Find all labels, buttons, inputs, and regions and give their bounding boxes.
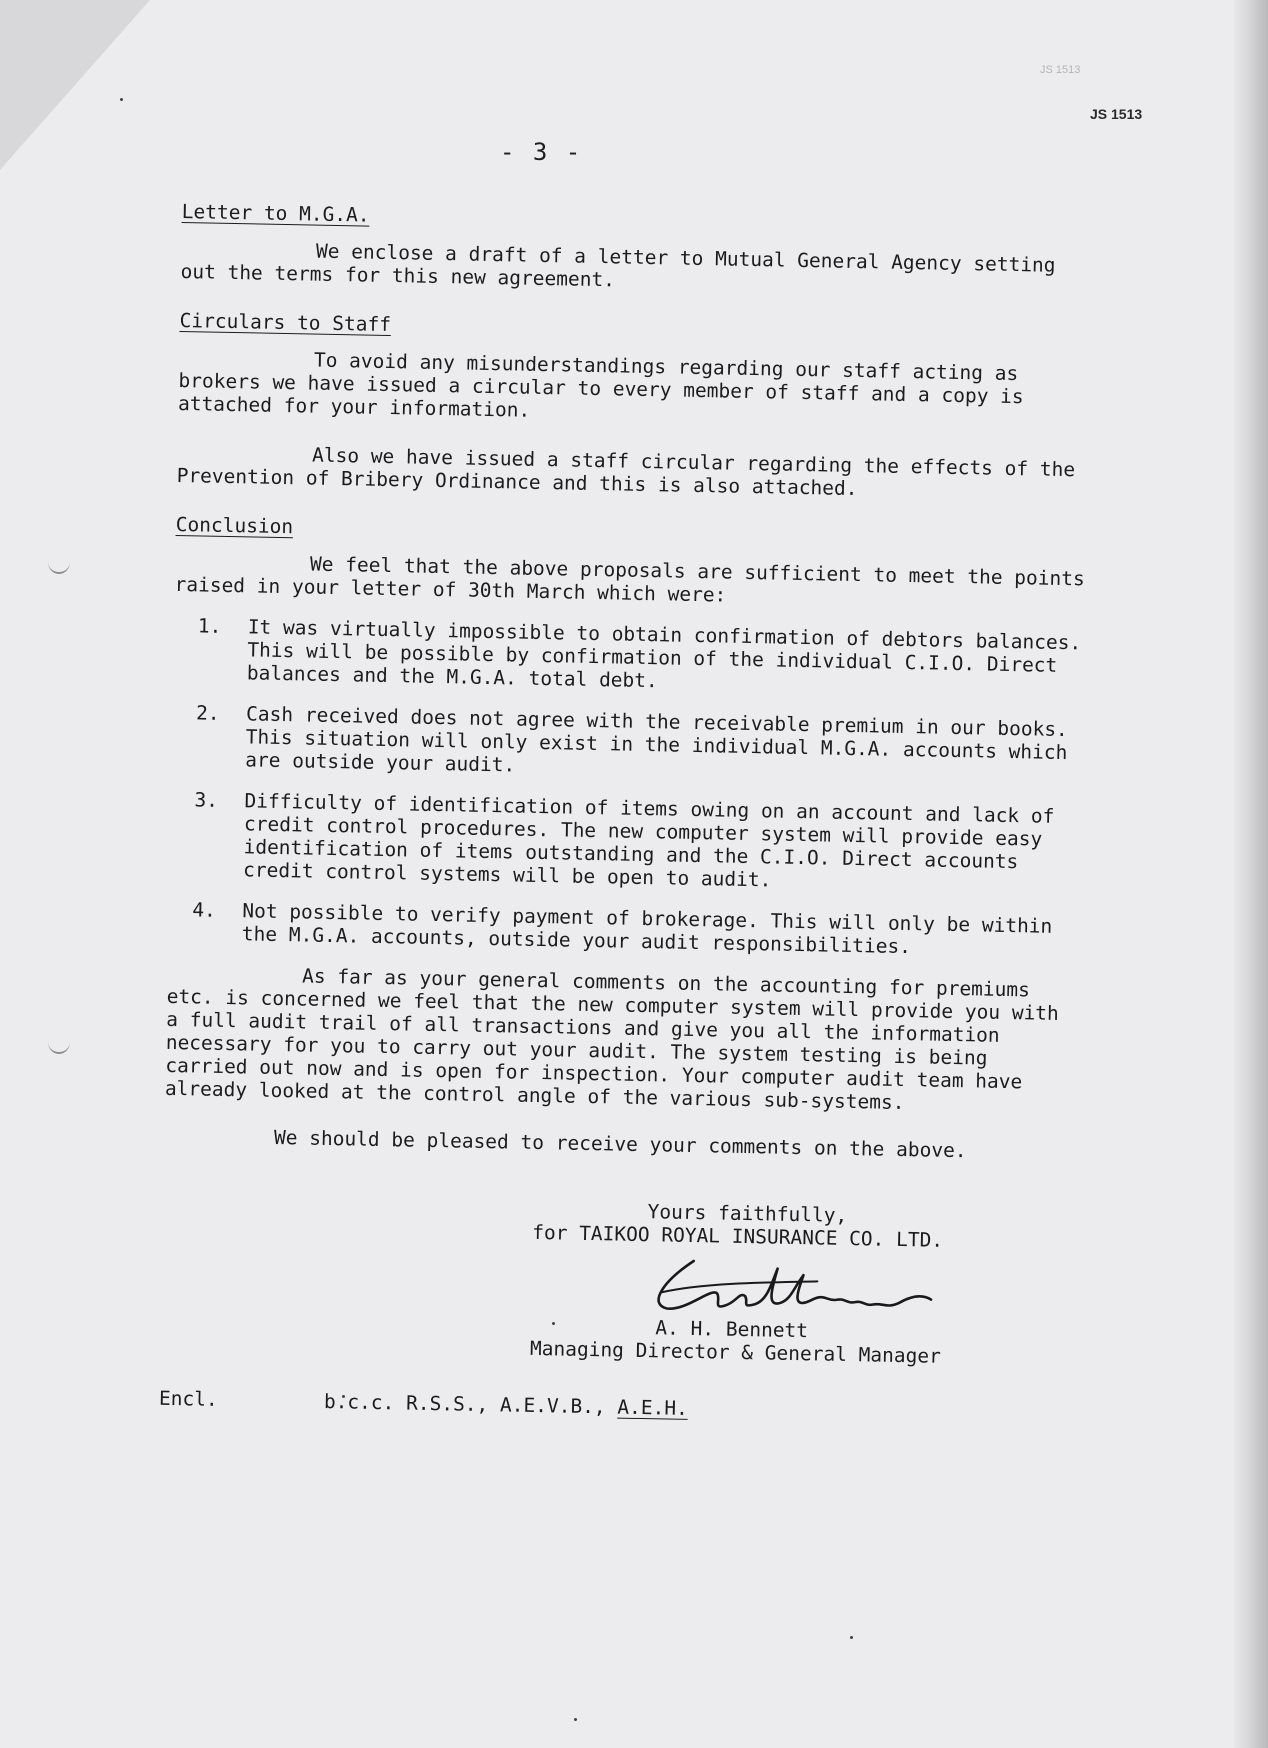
speck <box>574 1718 577 1721</box>
signatory-name: A. H. Bennett <box>655 1316 809 1343</box>
paragraph: We feel that the above proposals are sufficient to meet the points raised in your letter of 30th March which were: <box>174 552 1085 607</box>
section-circulars-to-staff <box>176 309 1089 504</box>
list-item-number: 2. <box>195 701 220 725</box>
handwritten-signature <box>641 1252 952 1322</box>
punch-hole <box>48 1030 70 1054</box>
paragraph: To avoid any misunderstandings regarding our staff acting as brokers we have issued a circular to every member of staff and a copy is attached for your information. <box>177 348 1024 422</box>
list-item <box>169 788 1081 897</box>
section-letter-to-mga <box>180 200 1091 300</box>
paragraph: Also we have issued a staff circular regarding the effects of the Prevention of Bribery Ordinance and this is also attached. <box>176 443 1076 501</box>
signatory-title: Managing Director & General Manager <box>529 1336 942 1368</box>
letter-body <box>159 200 1092 1427</box>
closing-line: We should be pleased to receive your comments on the above. <box>273 1125 967 1163</box>
page-number: - 3 - <box>500 138 583 166</box>
list-item <box>171 701 1082 787</box>
company-line: for TAIKOO ROYAL INSURANCE CO. LTD. <box>532 1220 944 1252</box>
list-item-number: 4. <box>192 898 217 922</box>
document-reference-faint: JS 1513 <box>1040 64 1081 76</box>
valediction: Yours faithfully, <box>647 1200 848 1227</box>
page-edge-shadow <box>1234 0 1268 1748</box>
list-item <box>173 614 1084 700</box>
raised-points-list <box>168 614 1084 961</box>
list-item-number: 3. <box>194 788 219 812</box>
section-heading: Circulars to Staff <box>179 308 392 337</box>
section-heading: Letter to M.G.A. <box>181 200 370 227</box>
list-item-number: 1. <box>197 614 222 638</box>
enclosure-marker: Encl. <box>158 1386 218 1411</box>
punch-hole <box>48 550 70 574</box>
bcc-list: b.c.c. R.S.S., A.E.V.B., <box>323 1389 618 1419</box>
list-item-text: Not possible to verify payment of brokerage. This will only be within the M.G.A. accounts, outside your audit responsibilities. <box>241 899 1053 959</box>
paragraph: We enclose a draft of a letter to Mutual General Agency setting out the terms for this new agreement. <box>180 239 1056 292</box>
speck <box>850 1636 853 1639</box>
footer-line <box>159 1387 1069 1427</box>
section-conclusion <box>164 513 1086 1164</box>
list-item-text: It was virtually impossible to obtain confirmation of debtors balances. This will be possible by confirmation of the individual C.I.O. Direct balances and the M.G.A. total debt. <box>246 615 1082 693</box>
section-heading: Conclusion <box>175 512 294 539</box>
document-reference: JS 1513 <box>1090 106 1143 122</box>
list-item-text: Difficulty of identification of items owing on an account and lack of credit control procedures. The new computer system will provide easy identification of items outstanding and the C.I.O. Direct accounts credit control systems will be open to audit. <box>242 789 1055 892</box>
speck <box>120 98 123 101</box>
paragraph: As far as your general comments on the accounting for premiums etc. is concerned we feel that the new computer system will provide you with a full audit trail of all transactions and give you all the information necessary for you to carry out your audit. The system testing is being carried out now and is open for inspection. Your computer audit team have already looked at the control angle of the various sub-systems. <box>164 964 1060 1115</box>
signature-block <box>160 1191 1073 1370</box>
list-item <box>168 898 1079 961</box>
bcc-underlined-initials: A.E.H. <box>617 1395 689 1420</box>
bcc-recipients <box>324 1390 688 1420</box>
list-item-text: Cash received does not agree with the receivable premium in our books. This situation will only exist in the individual M.G.A. accounts which are outside your audit. <box>245 702 1069 777</box>
folded-corner <box>0 0 150 170</box>
